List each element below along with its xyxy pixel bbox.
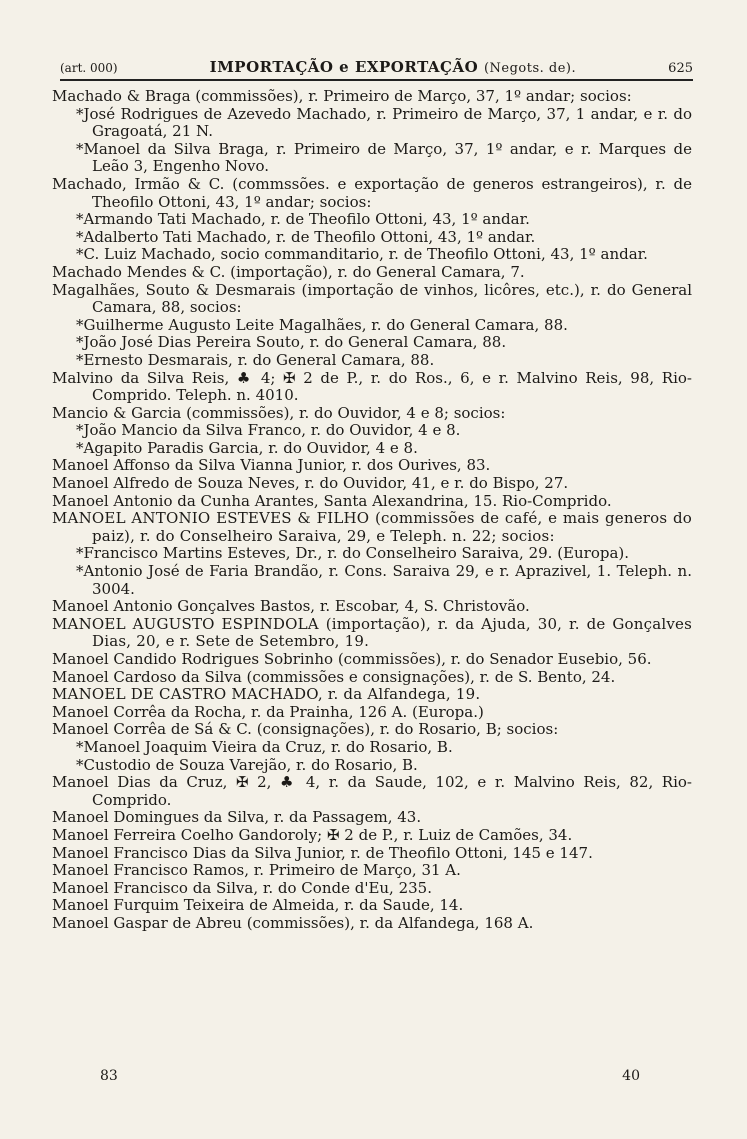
partner-entry: *Guilherme Augusto Leite Magalhães, r. do General Camara, 88. (76, 315, 568, 334)
firm-entry: Manoel Dias da Cruz, ✠ 2, ♣ 4, r. da Saude, 102, e r. Malvino Reis, 82, Rio-Comprido. (52, 773, 692, 809)
partner-entry: *Manoel Joaquim Vieira da Cruz, r. do Rosario, B. (76, 737, 453, 756)
firm-entry: Manoel Ferreira Coelho Gandoroly; ✠ 2 de P., r. Luiz de Camões, 34. (52, 825, 573, 844)
firm-entry: Manoel Domingues da Silva, r. da Passagem, 43. (52, 808, 422, 827)
firm-entry: Manoel Francisco da Silva, r. do Conde d'Eu, 235. (52, 878, 432, 897)
partner-entry: *Antonio José de Faria Brandão, r. Cons. Saraiva 29, e r. Aprazivel, 1. Teleph. n. 3004. (76, 562, 692, 598)
firm-entry: Machado, Irmão & C. (commssões. e exportação de generos estrangeiros), r. de Theofilo Ottoni, 43, 1º andar; socios: (52, 174, 692, 211)
partner-entry: *Adalberto Tati Machado, r. de Theofilo Ottoni, 43, 1º andar. (76, 227, 536, 246)
footer-left-number: 83 (100, 1068, 118, 1084)
page-title (210, 58, 576, 76)
firm-entry: Manoel Furquim Teixeira de Almeida, r. da Saude, 14. (52, 896, 464, 915)
firm-entry: MANOEL ANTONIO ESTEVES & FILHO (commissões de café, e mais generos do paiz), r. do Conselheiro Saraiva, 29, e Teleph. n. 22; socios: (52, 509, 692, 545)
firm-entry: Manoel Corrêa de Sá & C. (consignações), r. do Rosario, B; socios: (52, 720, 559, 739)
firm-entry: Machado Mendes & C. (importação), r. do General Camara, 7. (52, 262, 525, 281)
title-main: IMPORTAÇÃO e EXPORTAÇÃO (209, 58, 479, 76)
firm-entry: Manoel Antonio da Cunha Arantes, Santa Alexandrina, 15. Rio-Comprido. (52, 491, 612, 510)
firm-entry: MANOEL AUGUSTO ESPINDOLA (importação), r. da Ajuda, 30, r. de Gonçalves Dias, 20, e r. Sete de Setembro, 19. (52, 614, 692, 651)
partner-entry: *Custodio de Souza Varejão, r. do Rosario, B. (76, 755, 418, 774)
partner-entry: *João Mancio da Silva Franco, r. do Ouvidor, 4 e 8. (76, 421, 461, 440)
partner-entry: *Manoel da Silva Braga, r. Primeiro de Março, 37, 1º andar, e r. Marques de Leão 3, Engenho Novo. (76, 139, 692, 176)
partner-entry: *José Rodrigues de Azevedo Machado, r. Primeiro de Março, 37, 1 andar, e r. do Gragoatá, 21 N. (76, 104, 692, 141)
partner-entry: *Ernesto Desmarais, r. do General Camara, 88. (76, 350, 435, 369)
footer-right-number: 40 (622, 1068, 640, 1084)
firm-entry: Manoel Cardoso da Silva (commissões e consignações), r. de S. Bento, 24. (52, 667, 616, 686)
firm-entry: Manoel Francisco Dias da Silva Junior, r. de Theofilo Ottoni, 145 e 147. (52, 843, 593, 862)
partner-entry: *João José Dias Pereira Souto, r. do General Camara, 88. (76, 333, 507, 352)
partner-entry: *Francisco Martins Esteves, Dr., r. do Conselheiro Saraiva, 29. (Europa). (76, 544, 630, 563)
partner-entry: *Agapito Paradis Garcia, r. do Ouvidor, 4 e 8. (76, 438, 418, 457)
firm-entry: Manoel Affonso da Silva Vianna Junior, r. dos Ourives, 83. (52, 456, 491, 475)
firm-entry: Magalhães, Souto & Desmarais (importação de vinhos, licôres, etc.), r. do General Camara, 88, socios: (52, 280, 692, 317)
firm-entry: Mancio & Garcia (commissões), r. do Ouvidor, 4 e 8; socios: (52, 403, 506, 422)
page-header (60, 58, 693, 81)
partner-entry: *Armando Tati Machado, r. de Theofilo Ottoni, 43, 1º andar. (76, 210, 530, 229)
title-sub: (Negots. de). (483, 61, 577, 76)
firm-entry: Malvino da Silva Reis, ♣ 4; ✠ 2 de P., r. do Ros., 6, e r. Malvino Reis, 98, Rio-Comprido. Teleph. n. 4010. (52, 368, 692, 405)
firm-entry: Manoel Corrêa da Rocha, r. da Prainha, 126 A. (Europa.) (52, 702, 484, 721)
firm-entry: Manoel Candido Rodrigues Sobrinho (commissões), r. do Senador Eusebio, 56. (52, 650, 652, 668)
firm-entry: Manoel Gaspar de Abreu (commissões), r. da Alfandega, 168 A. (52, 913, 534, 932)
directory-listing (52, 88, 692, 933)
firm-entry: Manoel Francisco Ramos, r. Primeiro de Março, 31 A. (52, 861, 461, 880)
firm-entry: Manoel Alfredo de Souza Neves, r. do Ouvidor, 41, e r. do Bispo, 27. (52, 474, 569, 493)
page-footer (100, 1068, 640, 1084)
page-number: 625 (668, 61, 693, 76)
firm-entry: Machado & Braga (commissões), r. Primeiro de Março, 37, 1º andar; socios: (52, 87, 632, 105)
article-ref: (art. 000) (60, 61, 118, 75)
partner-entry: *C. Luiz Machado, socio commanditario, r. de Theofilo Ottoni, 43, 1º andar. (76, 245, 648, 264)
firm-entry: Manoel Antonio Gonçalves Bastos, r. Escobar, 4, S. Christovão. (52, 597, 530, 616)
firm-entry: MANOEL DE CASTRO MACHADO, r. da Alfandega, 19. (52, 685, 481, 704)
